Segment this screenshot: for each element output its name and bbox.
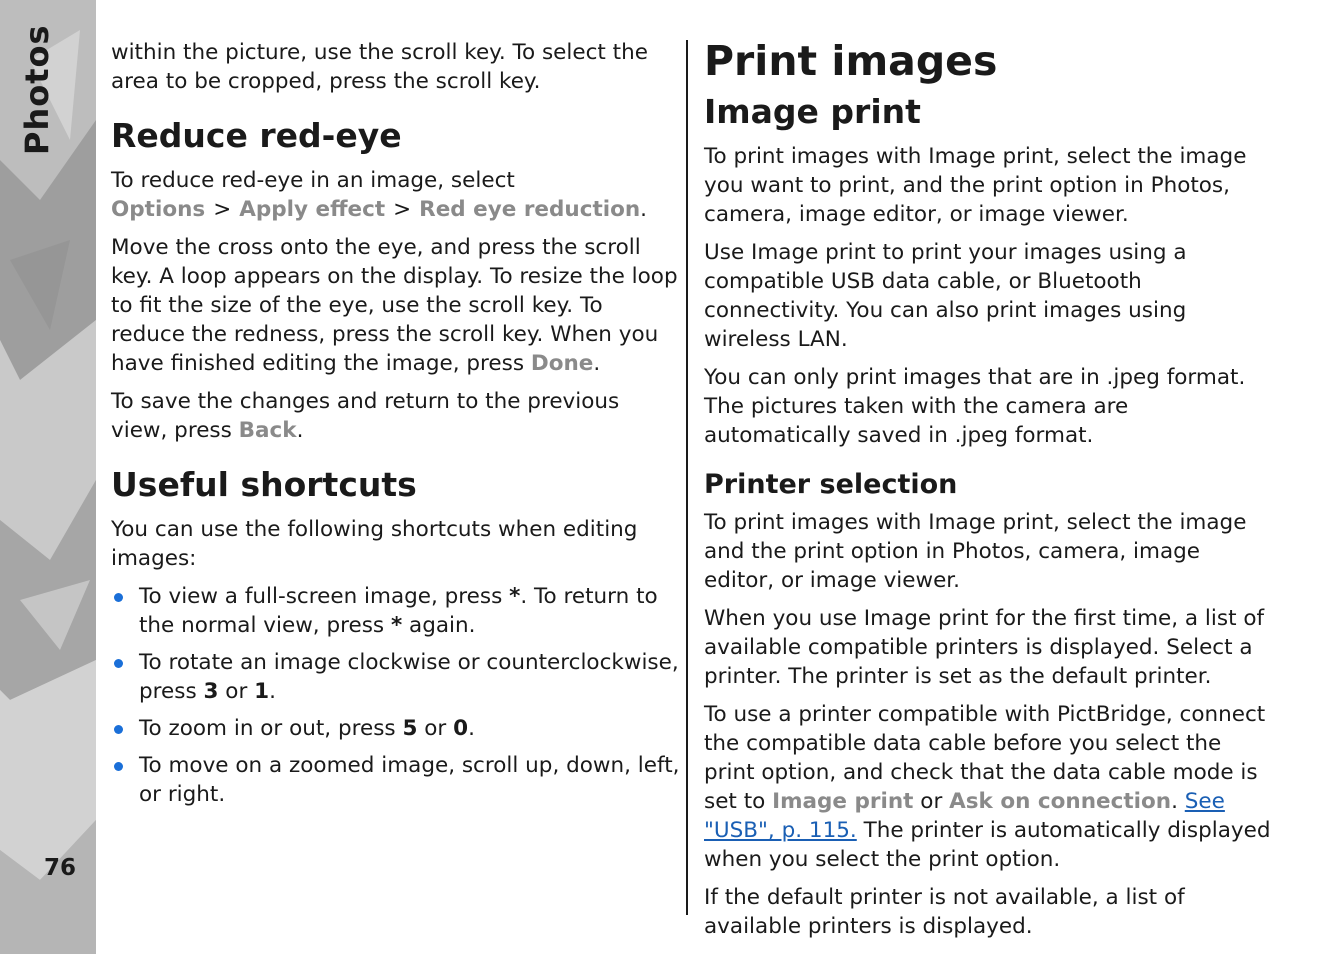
sidebar-decoration bbox=[0, 0, 96, 954]
menu-apply-effect: Apply effect bbox=[239, 197, 386, 222]
menu-red-eye-reduction: Red eye reduction bbox=[419, 197, 641, 222]
bullet-icon bbox=[114, 762, 123, 771]
menu-image-print: Image print bbox=[772, 789, 914, 814]
printer-selection-paragraph-4: If the default printer is not available, a list of available printers is displayed. bbox=[704, 885, 1185, 939]
right-column bbox=[704, 38, 1274, 950]
heading-reduce-red-eye: Reduce red-eye bbox=[111, 116, 402, 155]
printer-selection-paragraph-2: When you use Image print for the first time, a list of available compatible printers is displayed. Select a printer. The printer is set as the default printer. bbox=[704, 606, 1265, 689]
printer-selection-paragraph-3: To use a printer compatible with PictBridge, connect the compatible data cable before you select the print option, and check that the data cable mode is set to Image print or Ask on connection. See "USB", p. 115. The printer is automatically displayed when you select the print option. bbox=[704, 702, 1271, 872]
left-column bbox=[111, 38, 681, 817]
intro-paragraph: within the picture, use the scroll key. To select the area to be cropped, press the scroll key. bbox=[111, 40, 648, 94]
shortcuts-list bbox=[111, 582, 681, 809]
column-divider bbox=[686, 40, 688, 915]
page-title: Print images bbox=[704, 37, 998, 85]
usb-cross-reference-link[interactable]: See "USB", p. 115. bbox=[704, 789, 1225, 843]
page-number: 76 bbox=[44, 855, 77, 881]
section-title: Photos bbox=[18, 24, 56, 155]
menu-ask-on-connection: Ask on connection bbox=[949, 789, 1172, 814]
menu-options: Options bbox=[111, 197, 206, 222]
list-item: To zoom in or out, press 5 or 0. bbox=[111, 714, 681, 743]
menu-done: Done bbox=[530, 351, 594, 376]
shortcuts-intro: You can use the following shortcuts when editing images: bbox=[111, 517, 638, 571]
red-eye-paragraph-3: To save the changes and return to the previous view, press Back. bbox=[111, 389, 620, 443]
bullet-icon bbox=[114, 593, 123, 602]
image-print-paragraph-3: You can only print images that are in .jpeg format. The pictures taken with the camera are automatically saved in .jpeg format. bbox=[704, 365, 1246, 448]
list-item: To view a full-screen image, press *. To return to the normal view, press * again. bbox=[111, 582, 681, 640]
list-item: To rotate an image clockwise or counterclockwise, press 3 or 1. bbox=[111, 648, 681, 706]
heading-useful-shortcuts: Useful shortcuts bbox=[111, 465, 417, 504]
menu-back: Back bbox=[238, 418, 297, 443]
heading-printer-selection: Printer selection bbox=[704, 469, 958, 500]
bullet-icon bbox=[114, 725, 123, 734]
image-print-paragraph-2: Use Image print to print your images using a compatible USB data cable, or Bluetooth connectivity. You can also print images using wireless LAN. bbox=[704, 240, 1187, 352]
red-eye-paragraph-1: To reduce red-eye in an image, select Options > Apply effect > Red eye reduction. bbox=[111, 168, 648, 222]
image-print-paragraph-1: To print images with Image print, select the image you want to print, and the print option in Photos, camera, image editor, or image viewer. bbox=[704, 144, 1247, 227]
red-eye-paragraph-2: Move the cross onto the eye, and press the scroll key. A loop appears on the display. To resize the loop to fit the size of the eye, use the scroll key. To reduce the redness, press the scroll key. When you have finished editing the image, press Done. bbox=[111, 235, 678, 376]
list-item: To move on a zoomed image, scroll up, down, left, or right. bbox=[111, 751, 681, 809]
bullet-icon bbox=[114, 659, 123, 668]
printer-selection-paragraph-1: To print images with Image print, select the image and the print option in Photos, camera, image editor, or image viewer. bbox=[704, 510, 1247, 593]
heading-image-print: Image print bbox=[704, 92, 921, 131]
